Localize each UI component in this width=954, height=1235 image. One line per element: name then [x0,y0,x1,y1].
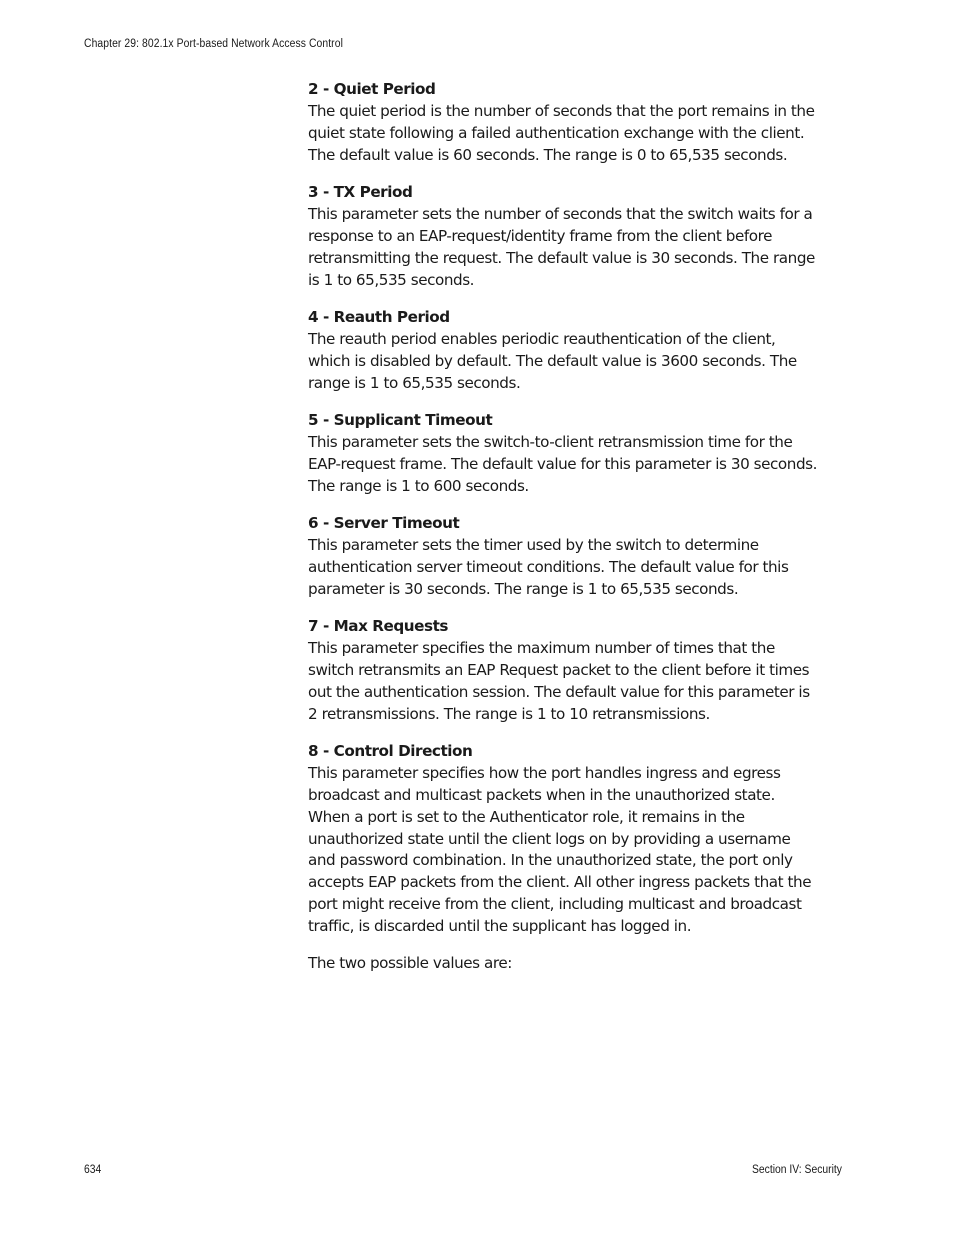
parameter-control-direction [308,741,818,938]
page-content [308,79,818,975]
parameter-description: This parameter specifies how the port handles ingress and egress broadcast and multicast packets when in the unauthorized state. When a port is set to the Authenticator role, it remains in the unauthorized state until the client logs on by providing a username and password combination. In the unauthorized state, the port only accepts EAP packets from the client. All other ingress packets that the port might receive from the client, including multicast and broadcast traffic, is discarded until the supplicant has logged in. [308,763,812,936]
parameter-heading: 3 - TX Period [308,183,413,202]
parameter-heading: 4 - Reauth Period [308,307,450,326]
parameter-heading: 6 - Server Timeout [308,513,460,532]
running-header: Chapter 29: 802.1x Port-based Network Access Control [84,38,343,50]
parameter-heading: 5 - Supplicant Timeout [308,410,493,429]
parameter-server-timeout [308,513,818,601]
page-number: 634 [84,1164,102,1176]
possible-values-intro: The two possible values are: [308,954,512,973]
parameter-description: This parameter sets the switch-to-client retransmission time for the EAP-request frame. The default value for this parameter is 30 seconds. The range is 1 to 600 seconds. [308,432,817,495]
parameter-quiet-period [308,79,818,167]
parameter-supplicant-timeout [308,410,818,498]
section-label: Section IV: Security [752,1164,842,1176]
parameter-reauth-period [308,307,818,395]
parameter-heading: 2 - Quiet Period [308,80,436,98]
parameter-description: This parameter specifies the maximum number of times that the switch retransmits an EAP Request packet to the client before it times out the authentication session. The default value for this parameter is 2 retransmissions. The range is 1 to 10 retransmissions. [308,638,810,723]
parameter-description: The quiet period is the number of seconds that the port remains in the quiet state following a failed authentication exchange with the client. The default value is 60 seconds. The range is 0 to 65,535 seconds. [308,101,815,164]
parameter-description: The reauth period enables periodic reauthentication of the client, which is disabled by default. The default value is 3600 seconds. The range is 1 to 65,535 seconds. [308,329,797,392]
parameter-description: This parameter sets the number of seconds that the switch waits for a response to an EAP-request/identity frame from the client before retransmitting the request. The default value is 30 seconds. The range is 1 to 65,535 seconds. [308,204,815,289]
parameter-max-requests [308,616,818,726]
parameter-tx-period [308,182,818,292]
parameter-heading: 7 - Max Requests [308,616,449,635]
parameter-heading: 8 - Control Direction [308,741,473,760]
parameter-description: This parameter sets the timer used by the switch to determine authentication server timeout conditions. The default value for this parameter is 30 seconds. The range is 1 to 65,535 seconds. [308,535,789,598]
